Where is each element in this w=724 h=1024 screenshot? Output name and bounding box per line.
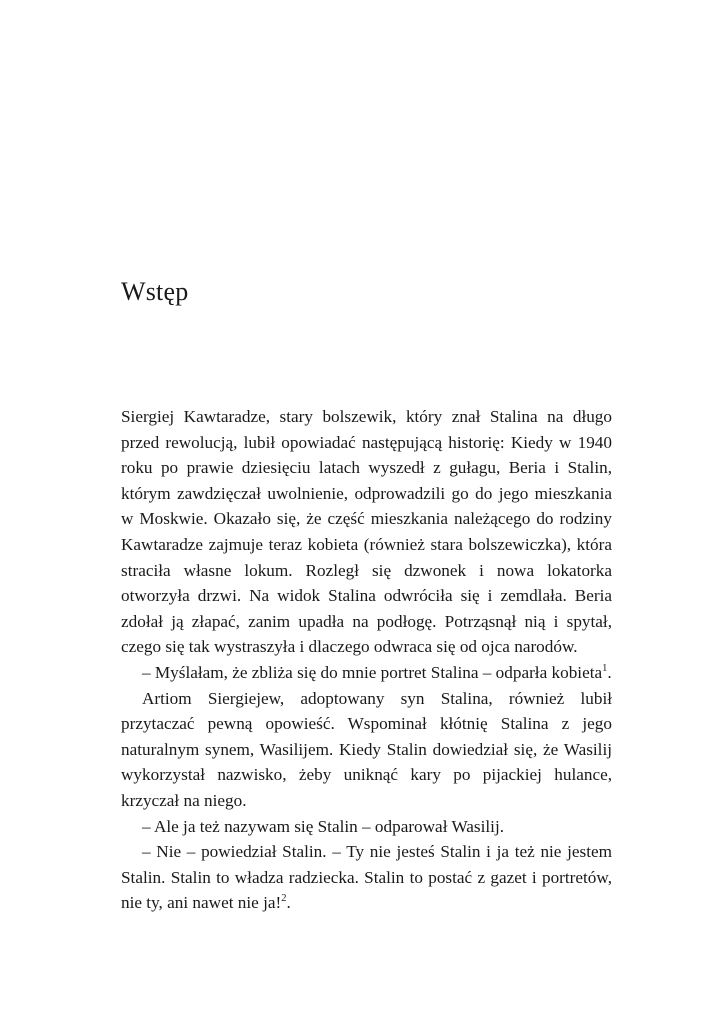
paragraph-text: – Nie – powiedział Stalin. – Ty nie jesteś Stalin i ja też nie jestem Stalin. Stalin to władza radziecka. Stalin to postać z gazet i portretów, nie ty, ani nawet nie ja! <box>121 842 612 913</box>
chapter-title: Wstęp <box>121 277 189 306</box>
paragraph-kawtaradze-story <box>121 404 612 660</box>
paragraph-text: – Ale ja też nazywam się Stalin – odparował Wasilij. <box>142 816 505 836</box>
paragraph-text: – Myślałam, że zbliża się do mnie portret Stalina – odparła kobieta <box>142 662 603 682</box>
paragraph-woman-reply <box>121 660 612 686</box>
paragraph-wasilij-reply <box>121 814 612 840</box>
paragraph-stalin-reply <box>121 839 612 916</box>
paragraph-text: Artiom Siergiejew, adoptowany syn Stalina, również lubił przytaczać pewną opowieść. Wspominał kłótnię Stalina z jego naturalnym synem, Wasilijem. Kiedy Stalin dowiedział się, że Wasilij wykorzystał nazwisko, żeby uniknąć kary po pijackiej hulance, krzyczał na niego. <box>121 688 612 810</box>
footnote-ref-1[interactable]: 1 <box>602 662 608 674</box>
footnote-ref-2[interactable]: 2 <box>281 893 287 905</box>
paragraph-text: Siergiej Kawtaradze, stary bolszewik, który znał Stalina na długo przed rewolucją, lubił opowiadać następującą historię: Kiedy w 1940 roku po prawie dziesięciu latach wyszedł z gułagu, Beria i Stalin, którym zawdzięczał uwolnienie, odprowadzili go do jego mieszkania w Moskwie. Okazało się, że część mieszkania należącego do rodziny Kawtaradze zajmuje teraz kobieta (również stara bolszewiczka), która straciła własne lokum. Rozległ się dzwonek i nowa lokatorka otworzyła drzwi. Na widok Stalina odwróciła się i zemdlała. Beria zdołał ją złapać, zanim upadła na podłogę. Potrząsnął nią i spytał, czego się tak wystraszyła i dlaczego odwraca się od ojca narodów. <box>121 407 612 657</box>
body-text <box>121 404 612 916</box>
paragraph-ending: . <box>607 662 612 682</box>
paragraph-siergiejew-story <box>121 686 612 814</box>
paragraph-ending: . <box>286 893 291 913</box>
